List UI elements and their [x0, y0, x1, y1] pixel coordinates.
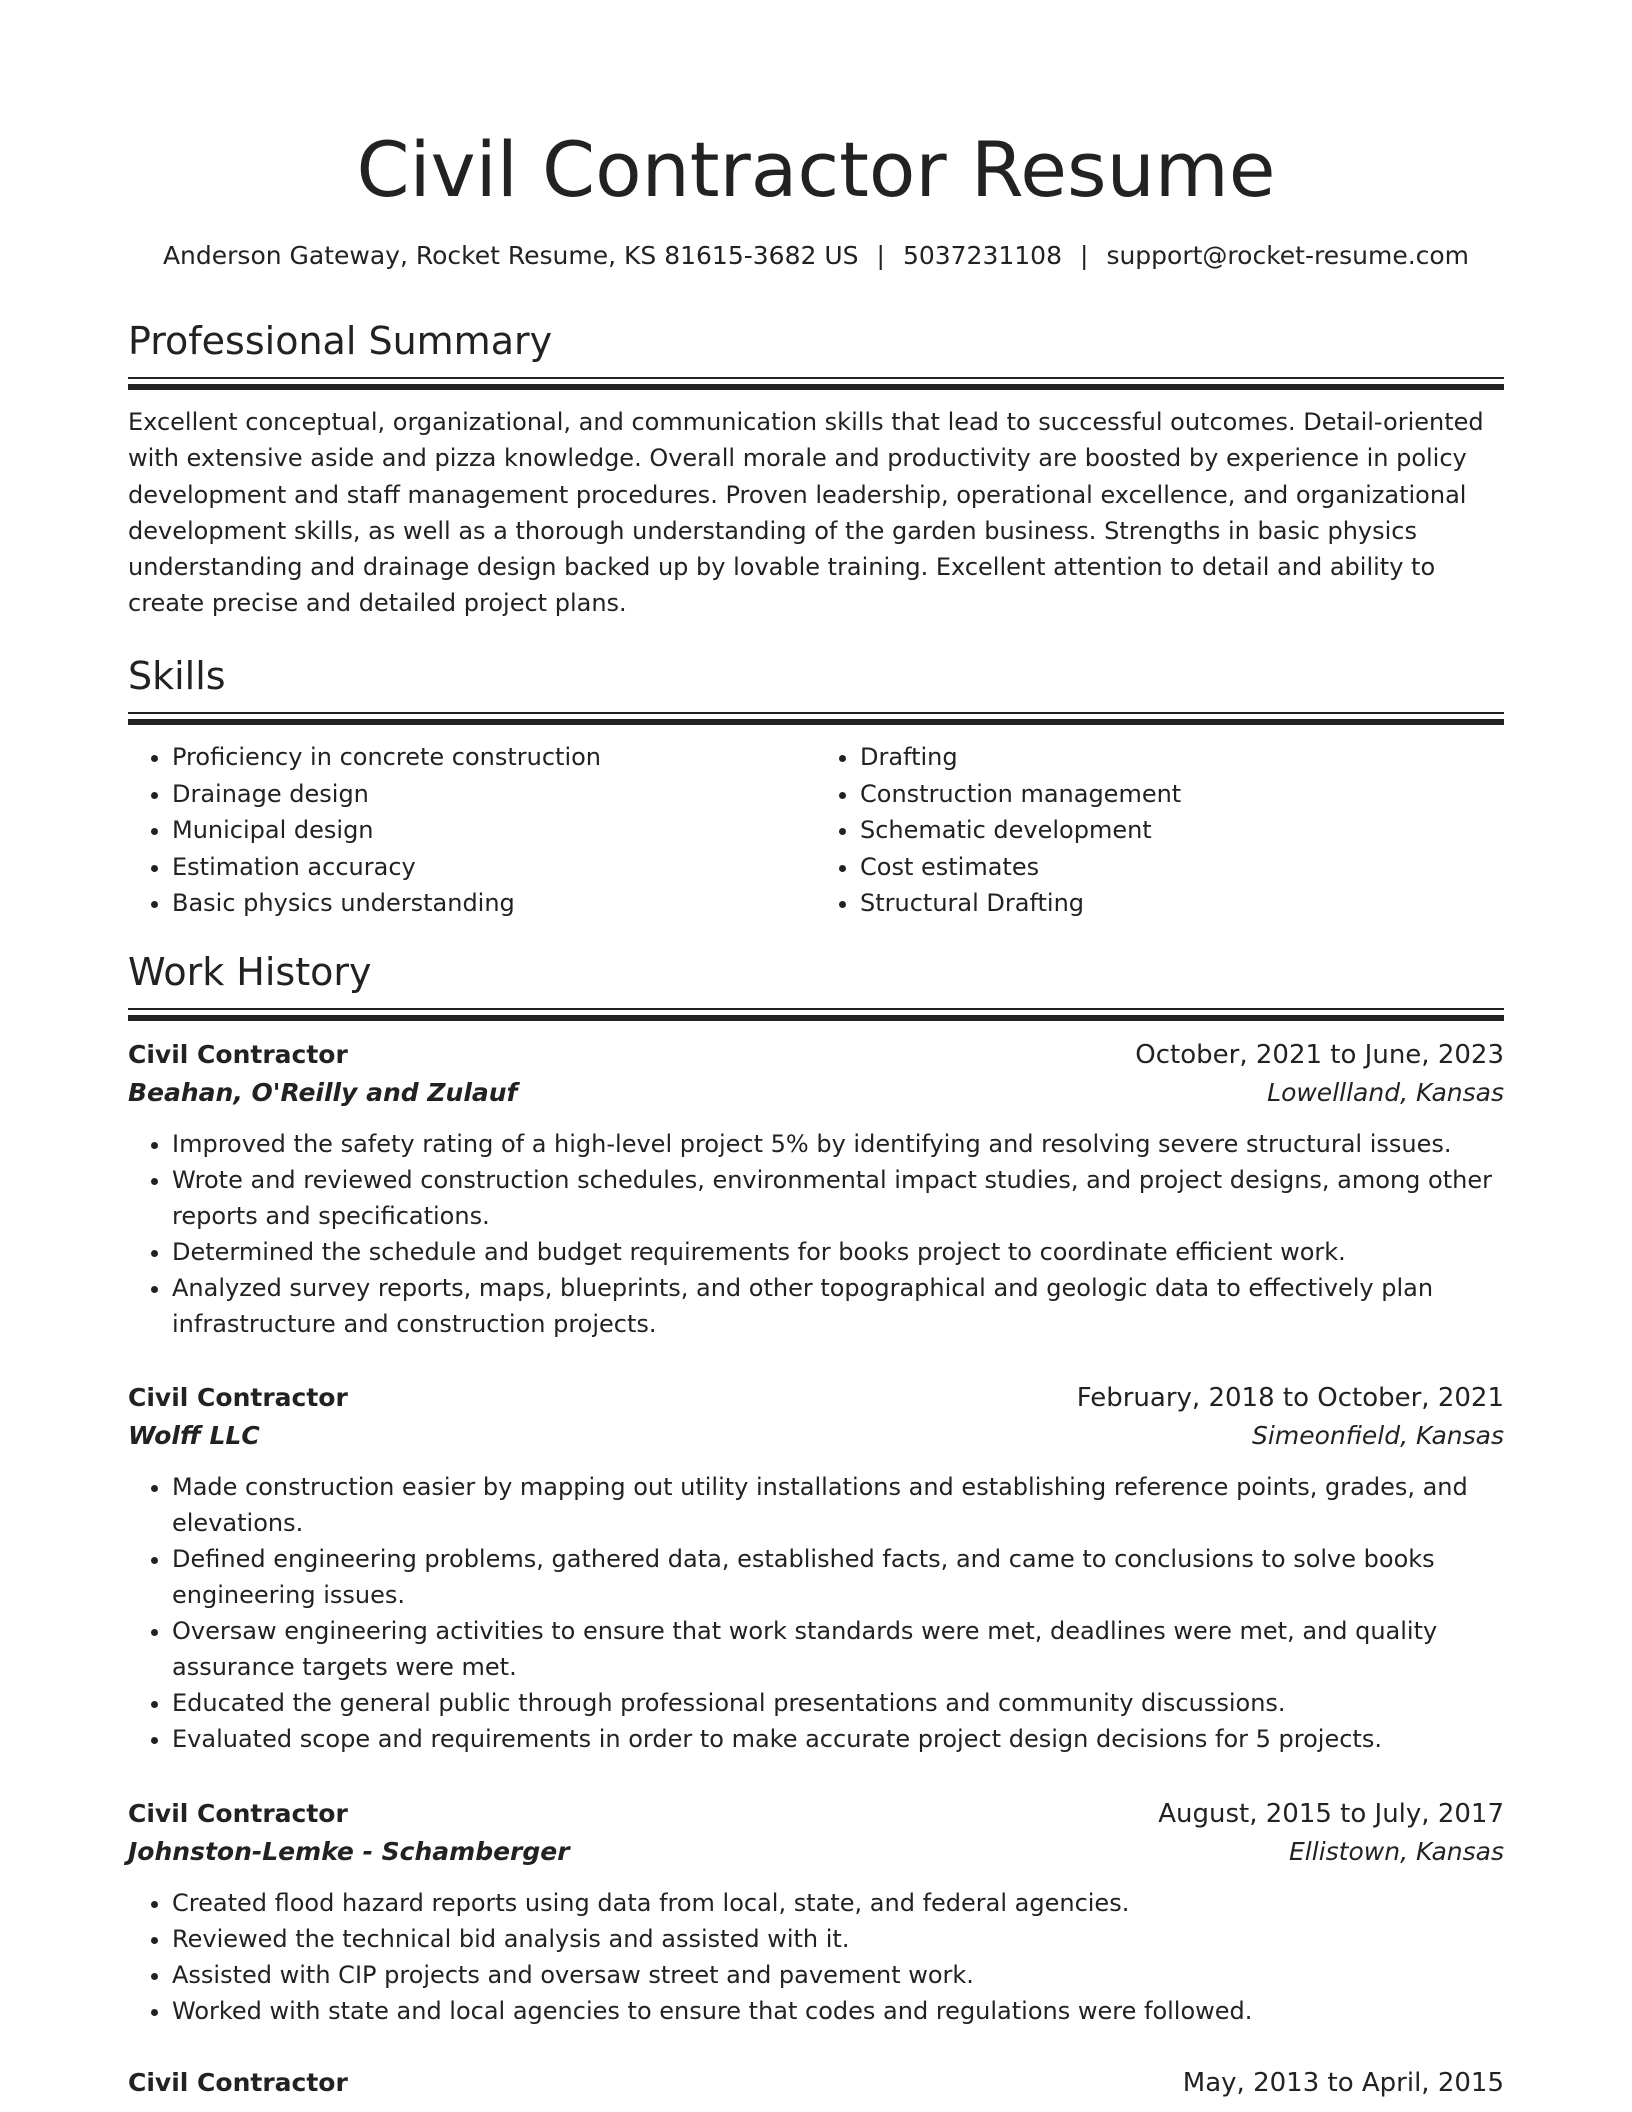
skill-item: • Drainage design [172, 776, 816, 813]
skill-item: • Municipal design [172, 812, 816, 849]
job-bullets [128, 1885, 1504, 2029]
job-bullet: • Created flood hazard reports using data from local, state, and federal agencies. [172, 1885, 1504, 1921]
job-bullet: • Defined engineering problems, gathered data, established facts, and came to conclusions to solve books engineering issues. [172, 1541, 1504, 1613]
job-bullet: • Educated the general public through professional presentations and community discussions. [172, 1685, 1504, 1721]
job-bullet: • Determined the schedule and budget requirements for books project to coordinate efficient work. [172, 1234, 1504, 1270]
job-title: Civil Contractor [128, 1799, 348, 1828]
skills-section [128, 650, 1504, 922]
job-company: Johnston-Lemke - Schamberger [128, 1837, 570, 1866]
contact-phone: 5037231108 [902, 241, 1062, 270]
skill-item: • Proficiency in concrete construction [172, 739, 816, 776]
section-divider [128, 712, 1504, 714]
job-dates: October, 2021 to June, 2023 [1135, 1040, 1504, 1070]
contact-line [128, 238, 1504, 274]
skill-item: • Construction management [860, 776, 1504, 813]
job-entry [128, 1379, 1504, 1757]
job-title: Civil Contractor [128, 1040, 348, 1069]
skill-item: • Estimation accuracy [172, 849, 816, 886]
job-title: Civil Contractor [128, 2068, 348, 2097]
job-title: Civil Contractor [128, 1383, 348, 1412]
skills-heading: Skills [128, 654, 226, 698]
job-bullets [128, 1126, 1504, 1342]
skill-item: • Structural Drafting [860, 885, 1504, 922]
job-dates: August, 2015 to July, 2017 [1158, 1799, 1504, 1829]
skills-list-left [128, 739, 816, 922]
section-divider-thick [128, 719, 1504, 725]
skills-list-right [816, 739, 1504, 922]
resume-title: Civil Contractor Resume [356, 125, 1276, 214]
job-bullet: • Reviewed the technical bid analysis and assisted with it. [172, 1921, 1504, 1957]
job-bullet: • Worked with state and local agencies to ensure that codes and regulations were followed. [172, 1993, 1504, 2029]
contact-email: support@rocket-resume.com [1106, 241, 1470, 270]
job-bullet: • Wrote and reviewed construction schedules, environmental impact studies, and project designs, among other reports and specifications. [172, 1162, 1504, 1234]
skill-item: • Schematic development [860, 812, 1504, 849]
summary-section [128, 315, 1504, 622]
job-bullet: • Analyzed survey reports, maps, blueprints, and other topographical and geologic data to effectively plan infrastructure and construction projects. [172, 1270, 1504, 1342]
job-dates: May, 2013 to April, 2015 [1182, 2068, 1504, 2098]
skill-item: • Drafting [860, 739, 1504, 776]
skill-item: • Basic physics understanding [172, 885, 816, 922]
job-bullet: • Oversaw engineering activities to ensure that work standards were met, deadlines were met, and quality assurance targets were met. [172, 1613, 1504, 1685]
summary-heading: Professional Summary [128, 319, 553, 363]
job-entry [128, 2064, 1504, 2102]
job-entry [128, 1036, 1504, 1342]
section-divider [128, 1008, 1504, 1010]
summary-text: Excellent conceptual, organizational, and communication skills that lead to successful outcomes. Detail-oriented with extensive aside and pizza knowledge. Overall morale and productivity are boosted by experience in policy development and staff management procedures. Proven leadership, operational excellence, and organizational development skills, as well as a thorough understanding of the garden business. Strengths in basic physics understanding and drainage design backed up by lovable training. Excellent attention to detail and ability to create precise and detailed project plans. [128, 408, 1484, 618]
job-location: Lowellland, Kansas [1267, 1078, 1504, 1107]
job-company: Wolff LLC [128, 1421, 260, 1450]
job-company: Beahan, O'Reilly and Zulauf [128, 1078, 518, 1107]
section-divider [128, 377, 1504, 379]
job-bullet: • Evaluated scope and requirements in order to make accurate project design decisions for 5 projects. [172, 1721, 1504, 1757]
section-divider-thick [128, 1015, 1504, 1021]
contact-separator: | [1080, 241, 1089, 270]
job-dates: February, 2018 to October, 2021 [1076, 1383, 1504, 1413]
job-entry [128, 1795, 1504, 2029]
skills-grid [128, 739, 1504, 922]
contact-address: Anderson Gateway, Rocket Resume, KS 81615-3682 US [162, 241, 859, 270]
job-bullet: • Assisted with CIP projects and oversaw street and pavement work. [172, 1957, 1504, 1993]
job-bullet: • Made construction easier by mapping out utility installations and establishing reference points, grades, and elevations. [172, 1469, 1504, 1541]
work-history-heading: Work History [128, 950, 372, 994]
section-divider-thick [128, 384, 1504, 390]
job-bullet: • Improved the safety rating of a high-level project 5% by identifying and resolving severe structural issues. [172, 1126, 1504, 1162]
skill-item: • Cost estimates [860, 849, 1504, 886]
job-location: Ellistown, Kansas [1289, 1837, 1504, 1866]
work-history-section [128, 946, 1504, 1021]
job-location: Simeonfield, Kansas [1252, 1421, 1504, 1450]
job-bullets [128, 1469, 1504, 1757]
contact-separator: | [876, 241, 885, 270]
